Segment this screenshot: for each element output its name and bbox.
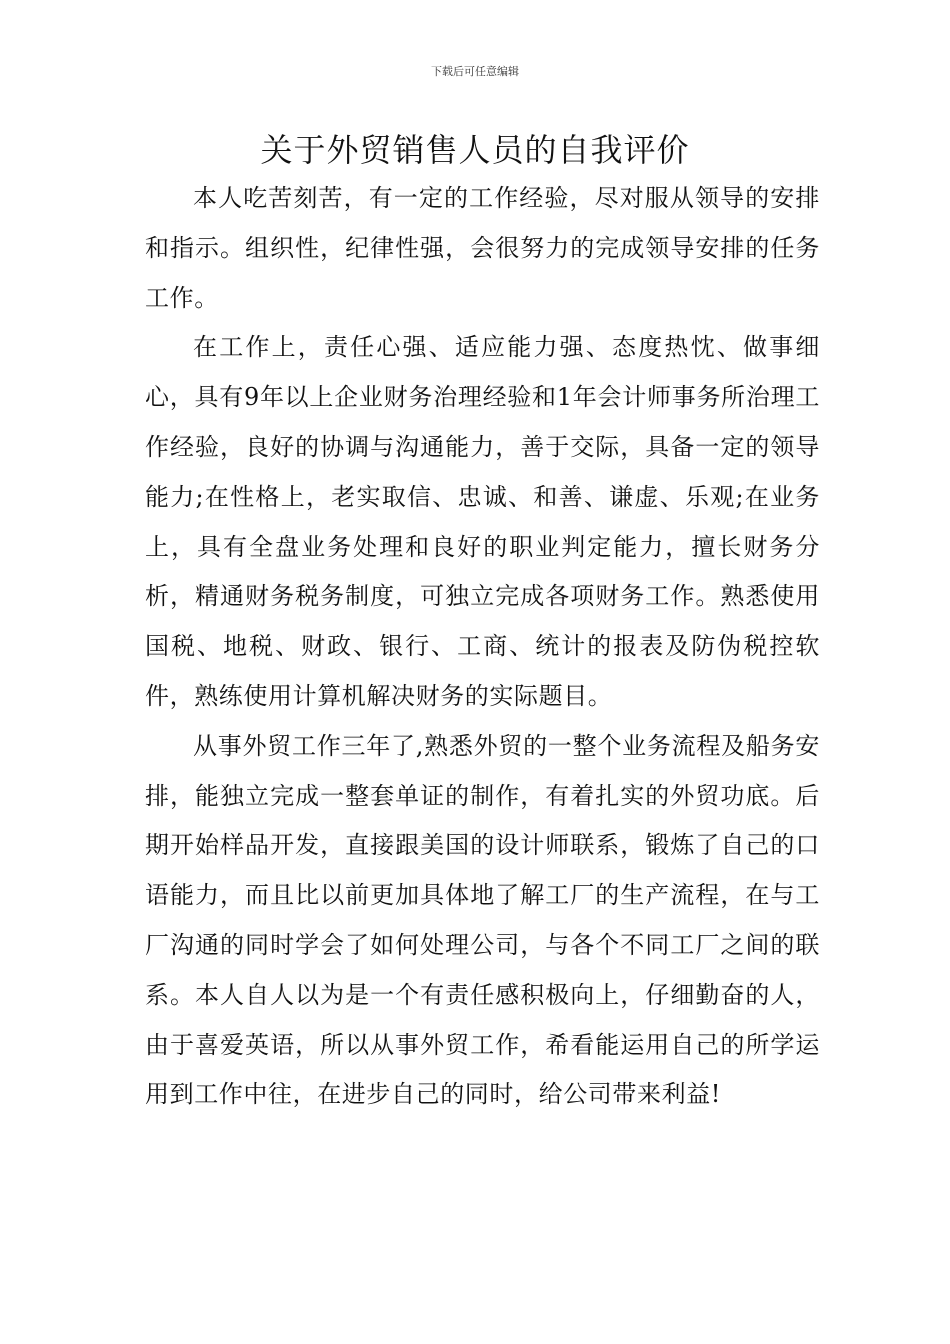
paragraph-1: 本人吃苦刻苦，有一定的工作经验，尽对服从领导的安排和指示。组织性，纪律性强，会很努力的完成领导安排的任务工作。 bbox=[145, 184, 820, 312]
header-note: 下载后可任意编辑 bbox=[431, 65, 519, 78]
document-body bbox=[145, 174, 820, 1120]
paragraph-3: 从事外贸工作三年了,熟悉外贸的一整个业务流程及船务安排，能独立完成一整套单证的制作，有着扎实的外贸功底。后期开始样品开发，直接跟美国的设计师联系，锻炼了自己的口语能力，而且比以前更加具体地了解工厂的生产流程，在与工厂沟通的同时学会了如何处理公司，与各个不同工厂之间的联系。本人自人以为是一个有责任感积极向上，仔细勤奋的人，由于喜爱英语，所以从事外贸工作，希看能运用自己的所学运用到工作中往，在进步自己的同时，给公司带来利益! bbox=[145, 731, 820, 1109]
paragraph-2: 在工作上，责任心强、适应能力强、态度热忱、做事细心，具有9年以上企业财务治理经验和1年会计师事务所治理工作经验，良好的协调与沟通能力，善于交际，具备一定的领导能力;在性格上，老实取信、忠诚、和善、谦虚、乐观;在业务上，具有全盘业务处理和良好的职业判定能力，擅长财务分析，精通财务税务制度，可独立完成各项财务工作。熟悉使用国税、地税、财政、银行、工商、统计的报表及防伪税控软件，熟练使用计算机解决财务的实际题目。 bbox=[145, 333, 820, 710]
document-title: 关于外贸销售人员的自我评价 bbox=[260, 131, 690, 169]
